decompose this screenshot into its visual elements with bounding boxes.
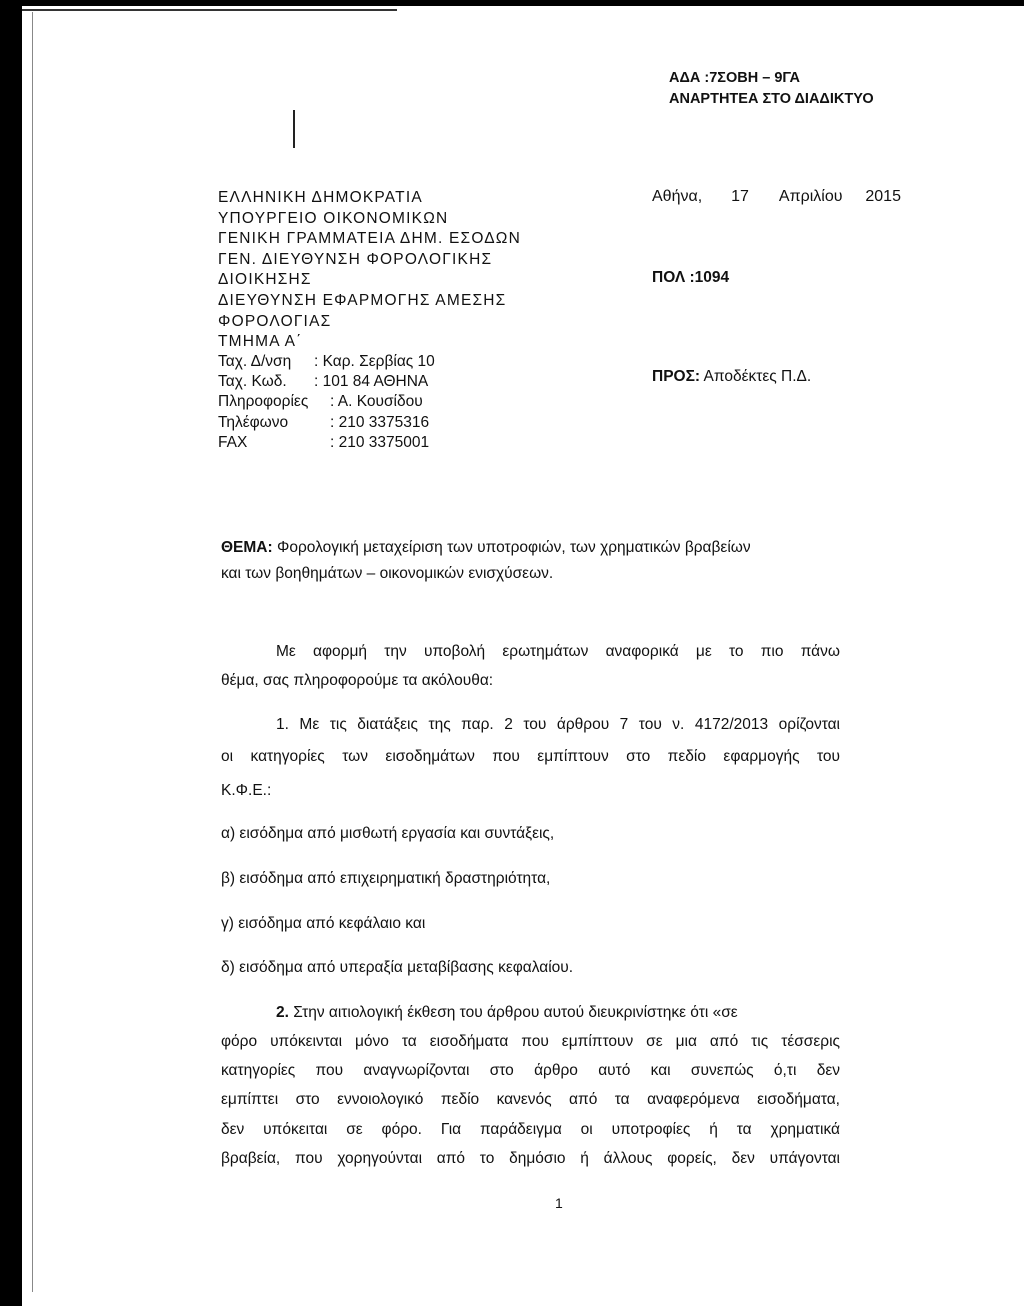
issuer-line: ΓΕΝΙΚΗ ΓΡΑΜΜΑΤΕΙΑ ΔΗΜ. ΕΣΟΔΩΝ (218, 230, 521, 248)
para1-line-2: οι κατηγορίες των εισοδημάτων που εμπίπτουν στο πεδίο εφαρμογής του (221, 748, 840, 765)
subject-line-2: και των βοηθημάτων – οικονομικών ενισχύσεων. (221, 565, 554, 582)
contact-row-phone (218, 413, 538, 433)
contact-label: Πληροφορίες (218, 393, 309, 411)
contact-value: : Α. Κουσίδου (330, 393, 423, 411)
contact-value: : Καρ. Σερβίας 10 (314, 353, 435, 370)
publish-note: ΑΝΑΡΤΗΤΕΑ ΣΤΟ ΔΙΑΔΙΚΤΥΟ (669, 91, 874, 107)
contact-label: Ταχ. Δ/νση (218, 353, 292, 370)
subject-text: Φορολογική μεταχείριση των υποτροφιών, των χρηματικών βραβείων (276, 539, 751, 556)
list-item-c: γ) εισόδημα από κεφάλαιο και (221, 915, 426, 932)
recipients-label: ΠΡΟΣ: (652, 368, 701, 385)
issuer-line: ΦΟΡΟΛΟΓΙΑΣ (218, 312, 332, 330)
contact-value: : 210 3375316 (330, 413, 430, 431)
para2-number: 2. (276, 1004, 289, 1021)
date-year: 2015 (865, 188, 901, 205)
scan-artifact-vertical (32, 12, 33, 1292)
pol-number: ΠΟΛ :1094 (652, 269, 730, 286)
issuer-line: ΕΛΛΗΝΙΚΗ ΔΗΜΟΚΡΑΤΙΑ (218, 189, 423, 206)
contact-row-info (218, 392, 538, 412)
intro-line-1: Με αφορμή την υποβολή ερωτημάτων αναφορικά με το πιο πάνω (276, 643, 840, 660)
subject-line-1 (221, 539, 751, 557)
issuer-line: ΔΙΟΙΚΗΣΗΣ (218, 271, 312, 289)
scan-artifact-mark (293, 110, 295, 148)
page-number: 1 (555, 1195, 563, 1211)
contact-label: Ταχ. Κωδ. (218, 373, 287, 391)
contact-row-postcode (218, 372, 538, 392)
contact-block (218, 352, 538, 453)
para2-line-6: βραβεία, που χορηγούνται από το δημόσιο ή άλλους φορείς, δεν υπάγονται (221, 1150, 840, 1167)
issuer-line: ΤΜΗΜΑ Α΄ (218, 333, 303, 351)
contact-label: FAX (218, 433, 248, 451)
para2-line-2: φόρο υπόκεινται μόνο τα εισοδήματα που εμπίπτουν σε μια από τις τέσσερις (221, 1033, 840, 1050)
date-city: Αθήνα, (652, 188, 703, 205)
recipients (652, 368, 811, 386)
issuer-line: ΔΙΕΥΘΥΝΣΗ ΕΦΑΡΜΟΓΗΣ ΑΜΕΣΗΣ (218, 291, 507, 309)
para2-text: Στην αιτιολογική έκθεση του άρθρου αυτού διευκρινίστηκε ότι «σε (293, 1004, 738, 1021)
para2-line-4: εμπίπτει στο εννοιολογικό πεδίο κανενός από τα αναφερόμενα εισοδήματα, (221, 1091, 840, 1108)
contact-value: : 210 3375001 (330, 433, 430, 451)
contact-row-fax (218, 433, 538, 453)
issuer-line: ΓΕΝ. ΔΙΕΥΘΥΝΣΗ ΦΟΡΟΛΟΓΙΚΗΣ (218, 250, 493, 268)
date-day: 17 (731, 188, 749, 205)
subject-label: ΘΕΜΑ: (221, 539, 273, 556)
intro-line-2: θέμα, σας πληροφορούμε τα ακόλουθα: (221, 672, 494, 689)
para2-line-5: δεν υπόκειται σε φόρο. Για παράδειγμα οι υποτροφίες ή τα χρηματικά (221, 1121, 840, 1138)
document-date (652, 188, 901, 206)
para1-line-1: 1. Με τις διατάξεις της παρ. 2 του άρθρου 7 του ν. 4172/2013 ορίζονται (276, 716, 840, 733)
list-item-b: β) εισόδημα από επιχειρηματική δραστηριότητα, (221, 870, 551, 887)
date-month: Απριλίου (778, 188, 843, 205)
ada-stamp (669, 68, 874, 110)
issuer-line: ΥΠΟΥΡΓΕΙΟ ΟΙΚΟΝΟΜΙΚΩΝ (218, 209, 449, 227)
list-item-a: α) εισόδημα από μισθωτή εργασία και συντάξεις, (221, 825, 555, 842)
scan-top-edge (0, 0, 1024, 6)
scan-artifact-line (22, 9, 397, 11)
scan-black-margin (0, 0, 22, 1306)
para2-line-3: κατηγορίες που αναγνωρίζονται στο άρθρο αυτό και συνεπώς ό,τι δεν (221, 1062, 840, 1079)
para1-line-3: Κ.Φ.Ε.: (221, 782, 272, 799)
contact-row-address (218, 352, 538, 372)
para2-line-1 (276, 1004, 840, 1022)
recipients-value: Αποδέκτες Π.Δ. (703, 368, 812, 385)
contact-label: Τηλέφωνο (218, 413, 289, 431)
ada-code: ΑΔΑ :7ΣΟΒΗ – 9ΓΑ (669, 70, 801, 86)
list-item-d: δ) εισόδημα από υπεραξία μεταβίβασης κεφαλαίου. (221, 959, 574, 976)
issuer-block (218, 188, 618, 353)
contact-value: : 101 84 ΑΘΗΝΑ (314, 373, 429, 391)
